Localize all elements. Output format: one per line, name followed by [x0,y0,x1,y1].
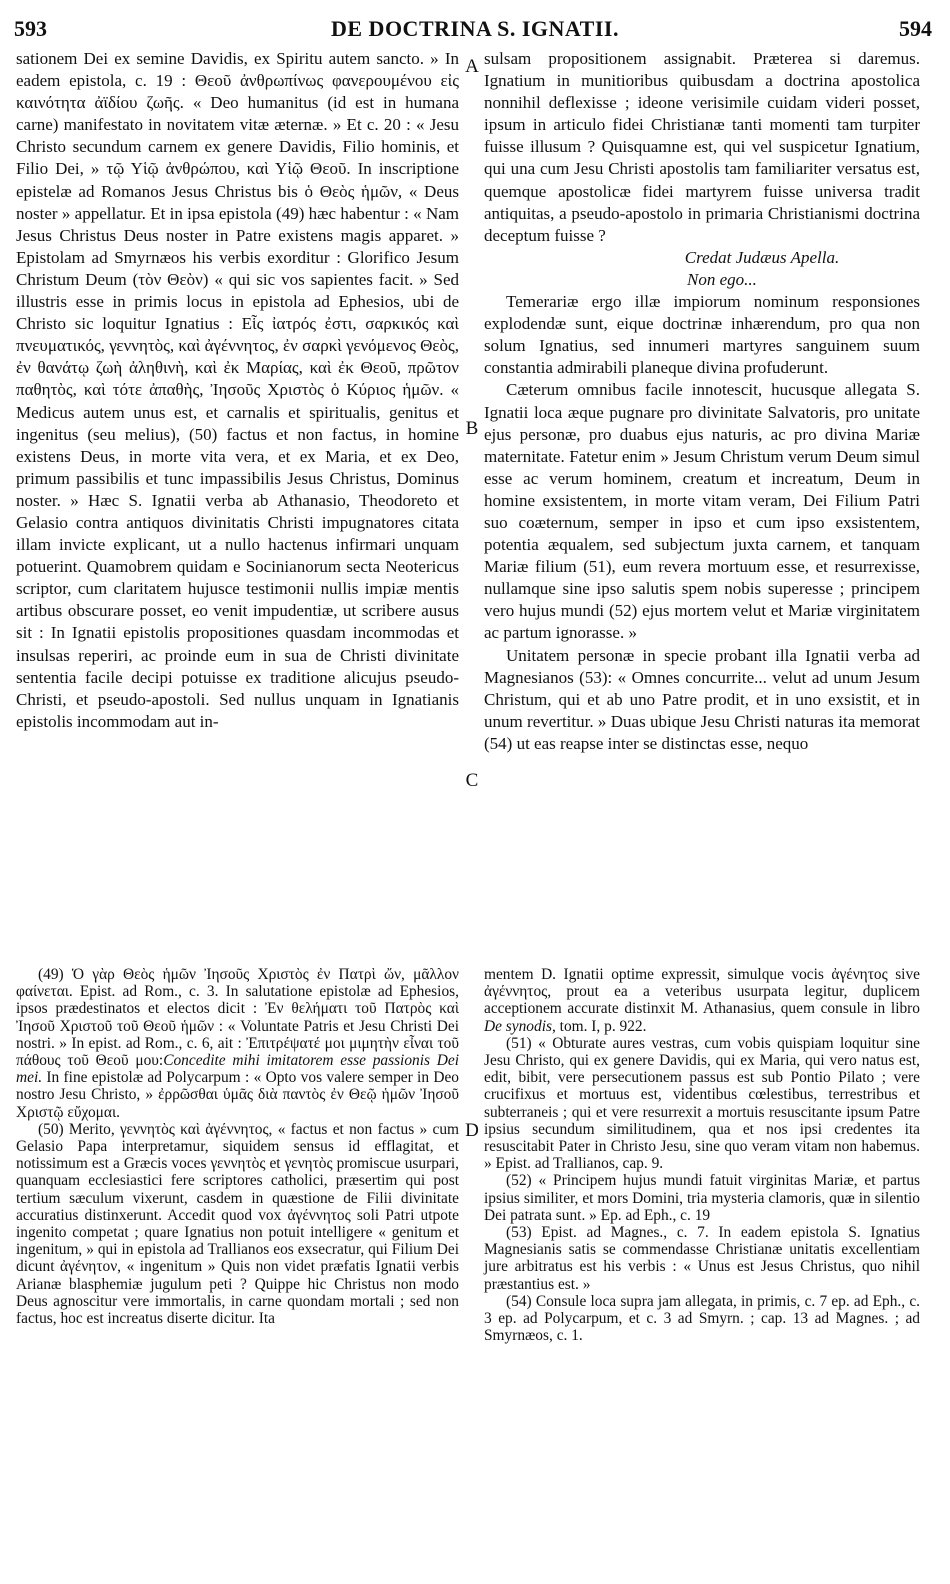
page-header [0,14,950,48]
footnote-50: (50) Merito, γεννητὸς καὶ ἀγέννητος, « factus et non factus » cum Gelasio Papa interpretamur, siquidem sensus id efflagitat, et notissimum est a Græcis voces γεννητὸς et γενητὸς promiscue usurpari, quanquam ecclesiastici fere scriptores catholici, præsertim qui post tertium sæculum vixerunt, casdem in quæstione de Filii divinitate accuratius distinxerunt. Accedit quod vox ἀγέννητος soli Patri utpote ingenito competat ; quare Ignatius non potuit intelligere « genitum et ingenitum, » qui in epistola ad Trallianos eos exsecratur, qui Filium Dei dicunt ἀγένητον, « ingenitum » Quis non videt præfatis Ignatii verbis Arianæ blasphemiæ jugulum peti ? Quippe hic Christus non modo Deus agnoscitur vere immortalis, in carne quondam mortali ; sed non factus, hoc est increatus diserte dicitur. Ita [16,1120,459,1328]
footnote-51: (51) « Obturate aures vestras, cum vobis quispiam loquitur sine Jesu Christo, qui ex genere Davidis, qui ex Maria, qui vero natus est, edit, bibit, vere persecutionem passus est sub Pontio Pilato ; vere crucifixus et mortuus est, videntibus cœlestibus, terrestribus et subterraneis ; qui et vere resurrexit a mortuis resuscitante ipsum Patre ipsius secundum similitudinem, qua et nos ipsi credentes ita resuscitabit Pater in Christo Jesu, sine quo veram vitam non habemus. » Epist. ad Trallianos, cap. 9. [484,1034,920,1173]
footnote-54: (54) Consule loca supra jam allegata, in primis, c. 7 ep. ad Eph., c. 3 ep. ad Polycarpum, et c. 3 ad Smyrn. ; cap. 13 ad Magnes. ; ad Smyrnæos, c. 1. [484,1292,920,1345]
paragraph: Temerariæ ergo illæ impiorum nominum responsiones explodendæ sunt, eique doctrinæ inhærendum, pro qua non solum Ignatius, sed innumeri martyres sanguinem suum constantia admirabili planeque divina profuderunt. [484,292,920,378]
footnote-italic-text: Concedite mihi imitatorem esse passionis Dei mei. [16,1052,459,1087]
margin-marker-b: B [465,418,479,439]
paragraph: Cæterum omnibus facile innotescit, hucusque allegata S. Ignatii loca æque pugnare pro divinitate Salvatoris, pro unitate ejus personæ, pro duabus ejus naturis, ac pro divina Mariæ maternitate. Fatetur enim » Jesum Christum verum Deum simul esse ac verum hominem, creatum et increatum, Deum in homine exsistentem, in morte vitam veram, Dei Filium Patri suo coæternum, semper in ipso et cum ipso exsistentem, potentia æqualem, sed subjectum juxta carnem, et tanquam Mariæ filium (51), eum revera mortuum esse, et resurrexisse, nullamque sine ipso salutis spem nobis superesse ; principem vero hujus mundi (52) ejus mortem velut et Mariæ virginitatem ac partum ignorasse. » [484,380,920,643]
paragraph: sulsam propositionem assignabit. Præterea si daremus. Ignatium in munitioribus quibusdam a doctrina apostolica nonnihil deflexisse ; ideone verisimile cuidam videri posset, ipsum in articulo fidei Christianæ tanti momenti tam turpiter fuisse illusum ? Quisquamne est, qui vel suspicetur Ignatium, qui una cum Jesu Christi apostolis tam familiariter versatus est, quemque apostolicæ fidei martyrem fuisse universa tradit antiquitas, a pseudo-apostolo in primaria Christianismi doctrina deceptum fuisse ? [484,49,920,245]
main-text-left-column [16,48,459,733]
margin-marker-c: C [465,770,479,791]
footnote-53: (53) Epist. ad Magnes., c. 7. In eadem epistola S. Ignatius Magnesianis satis se commendasse Christianæ unitatis excellentiam jure arbitratus est his verbis : « Unus est Jesus Christus, quo nihil præstantius est. » [484,1224,920,1293]
running-title: DE DOCTRINA S. IGNATII. [331,16,619,41]
main-text-right-column [484,48,920,755]
margin-marker-a: A [465,56,479,77]
paragraph: Unitatem personæ in specie probant illa Ignatii verba ad Magnesianos (53): « Omnes concurrite... velut ad unum Jesum Christum, qui et ab uno Patre prodit, et in uno exsistit, et in unum revertitur. » Duas ubique Jesu Christi naturas ita memorat (54) ut eas reapse inter se distinctas esse, nequo [484,645,920,753]
verse-line: Credat Judæus Apella. [684,247,840,267]
page-number-left: 593 [14,16,47,41]
footnote-continuation [484,966,920,1035]
verse-line: Non ego... [687,269,757,289]
footnotes-right-column [484,966,920,1344]
book-title: De synodis [484,1017,552,1035]
paragraph: sationem Dei ex semine Davidis, ex Spiritu autem sancto. » In eadem epistola, c. 19 : Θεοῦ ἀνθρωπίνως φανερουμένου εἰς καινότητα ἀϊδίου ζωῆς. « Deo humanitus (id est in humana carne) manifestato in novitatem vitæ æternæ. » Et c. 20 : « Jesu Christo secundum carnem ex genere Davidis, Filio hominis, et Filio Dei, » τῷ Υἱῷ ἀνθρώπου, καὶ Υἱῷ Θεοῦ. In inscriptione epistelæ ad Romanos Jesus Christus bis ὁ Θεὸς ἡμῶν, « Deus noster » appellatur. Et in ipsa epistola (49) hæc habentur : « Nam Jesus Christus Deus noster in Patre existens magis apparet. » Epistolam ad Smyrnæos his verbis exorditur : Glorifico Jesum Christum Deum (τὸν Θεὸν) « qui sic vos sapientes facit. » Sed illustris esse in primis locus in epistola ad Ephesios, ubi de Christo sic loquitur Ignatius : Εἷς ἰατρός ἐστι, σαρκικός καὶ πνευματικός, γεννητὸς, καὶ ἀγέννητος, ἐν σαρκὶ γενόμενος Θεὸς, ἐν θανάτῳ ζωὴ ἀληθινὴ, καὶ ἐκ Μαρίας, καὶ ἐκ Θεοῦ, πρῶτον παθητὸς, καὶ τότε ἀπαθὴς, Ἰησοῦς Χριστὸς ὁ Κύριος ἡμῶν. « Medicus autem unus est, et carnalis et spiritualis, genitus et ingenitus (seu melius), (50) factus et non factus, in homine existens Deus, in morte vita vera, et ex Maria, et ex Deo, primum passibilis et tunc impassibilis Jesus Christus, Dominus noster. » Hæc S. Ignatii verba ab Athanasio, Theodoreto et Gelasio contra antiquos divinitatis Christi impugnatores citata illam invicte explicant, ut a nullo hactenus infirmari unquam potuerint. Quamobrem quidam e Socinianorum secta Neotericus scriptor, cum claritatem hujusce testimonii nullis impiæ mentis artibus obscurare posset, eo venit impudentiæ, ut scribere ausus sit : In Ignatii epistolis propositiones quasdam incommodas et insulsas reperiri, ac proinde eum in sua de Christi divinitate sententia facile decipi potuisse ex traditione alicujus pseudo-Christi, et pseudo-apostoli. Sed nullus unquam in Ignatianis epistolis incommodam aut in- [16,49,459,731]
margin-marker-d: D [465,1120,479,1141]
footnotes-left-column [16,966,459,1327]
footnote-49 [16,966,459,1121]
footnote-text: In fine epistolæ ad Polycarpum : « Opto vos valere semper in Deo nostro Jesu Christo, » ἐρρῶσθαι ὑμᾶς διὰ παντὸς ἐν Θεῷ ἡμῶν Ἰησοῦ Χριστῷ εὔχομαι. [16,1069,459,1121]
footnote-52: (52) « Principem hujus mundi fatuit virginitas Mariæ, et partus ipsius similiter, et mors Domini, tria mysteria clamoris, quæ in silentio Dei patrata sunt. » Ep. ad Eph., c. 19 [484,1172,920,1224]
footnote-text: mentem D. Ignatii optime expressit, simulque vocis ἀγένητος sive ἀγέννητος, prout ea a veteribus usurpata legitur, duplicem acceptionem accurate distinxit M. Athanasius, quem consule in libro [484,966,920,1018]
footnote-text: (49) Ὁ γὰρ Θεὸς ἡμῶν Ἰησοῦς Χριστὸς ἐν Πατρὶ ὤν, μᾶλλον φαίνεται. Epist. ad Rom., c. 3. In salutatione epistolæ ad Ephesios, ipsos prædestinatos et electos dicit : Ἐν θελήματι τοῦ Πατρὸς καὶ Ἰησοῦ Χριστοῦ τοῦ Θεοῦ ἡμῶν : « Voluntate Patris et Jesu Christi Dei nostri. » In epist. ad Rom., c. 6, ait : Ἐπιτρέψατέ μοι μιμητὴν εἶναι τοῦ πάθους τοῦ Θεοῦ μου: [16,966,459,1070]
footnote-text: , tom. I, p. 922. [551,1017,647,1035]
page-number-right: 594 [899,16,932,41]
